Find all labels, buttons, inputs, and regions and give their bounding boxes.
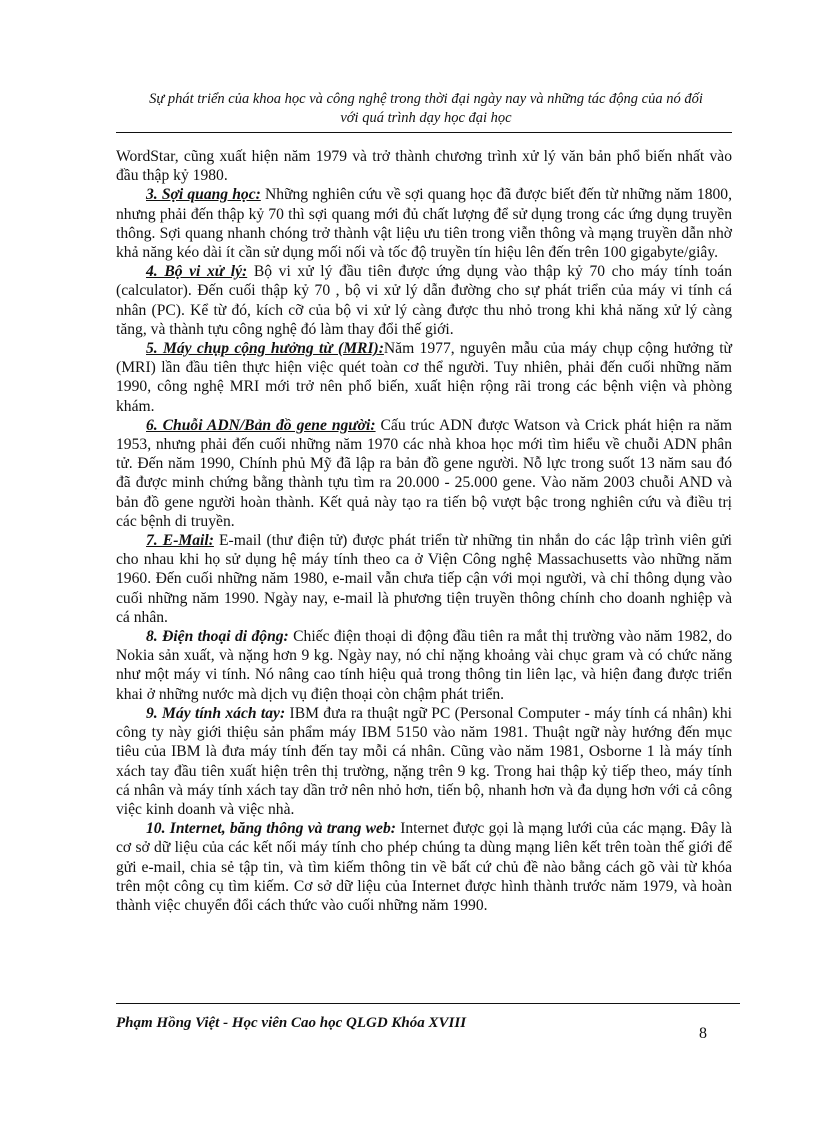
heading-dna: 6. Chuỗi ADN/Bản đồ gene người: [146,416,376,434]
text-dna: Cấu trúc ADN được Watson và Crick phát hiện ra năm 1953, nhưng phải đến cuối những năm 1970 các nhà khoa học mới tìm hiểu về chuỗi ADN phân tử. Đến năm 1990, Chính phủ Mỹ đã lập ra bản đồ gene người. Nỗ lực trong suốt 13 năm sau đó đã được minh chứng bằng thành tựu tìm ra 20.000 - 25.000 gene. Vào năm 2003 chuỗi AND và bản đồ gene người hoàn thành. Kết quả này tạo ra tiến bộ vượt bậc trong nghiên cứu và điều trị các bệnh di truyền. [116,416,732,530]
paragraph-dna [116,416,732,531]
header-divider [116,132,732,133]
intro-paragraph: WordStar, cũng xuất hiện năm 1979 và trở thành chương trình xử lý văn bản phổ biến nhất vào đầu thập kỷ 1980. [116,148,732,185]
document-body [116,147,732,915]
heading-microprocessor: 4. Bộ vi xử lý: [146,263,248,281]
text-mri: Năm 1977, nguyên mẫu của máy chụp cộng hưởng từ (MRI) lần đầu tiên thực hiện việc quét toàn cơ thể người. Tuy nhiên, phải đến cuối những năm 1990, công nghệ MRI mới trở nên phổ biến, xuất hiện rộng rãi trong các bệnh viện và phòng khám. [116,340,732,415]
paragraph-internet [116,819,732,915]
paragraph-mobile-phone [116,627,732,704]
paragraph-mri [116,339,732,416]
paragraph-laptop [116,704,732,819]
paragraph-microprocessor [116,262,732,339]
paragraph-fiber-optics [116,185,732,262]
header-line-1: Sự phát triển của khoa học và công nghệ trong thời đại ngày nay và những tác động của nó đối [149,91,703,107]
paragraph-email [116,531,732,627]
text-mobile-phone: Chiếc điện thoại di động đầu tiên ra mắt thị trường vào năm 1982, do Nokia sản xuất, và nặng hơn 9 kg. Ngày nay, nó chỉ nặng khoảng vài chục gram và có chức năng như một máy vi tính. Nó nâng cao tính hiệu quả trong thông tin liên lạc, và hiện đang được triển khai ở những nước mà dịch vụ điện thoại còn chậm phát triển. [116,628,732,703]
footer-author: Phạm Hồng Việt - Học viên Cao học QLGD Khóa XVIII [116,1015,467,1031]
text-fiber-optics: Những nghiên cứu về sợi quang học đã được biết đến từ những năm 1800, nhưng phải đến thập kỷ 70 thì sợi quang mới đủ chất lượng để sử dụng trong các ứng dụng truyền thông. Sợi quang nhanh chóng trở thành vật liệu ưu tiên trong viễn thông và mạng truyền dẫn nhờ khả năng kéo dài ít cần sử dụng mối nối và tốc độ truyền tín hiệu lên đến trên 100 gigabyte/giây. [116,186,732,262]
heading-mobile-phone: 8. Điện thoại di động: [146,628,289,646]
heading-email: 7. E-Mail: [146,532,214,550]
page-header [120,90,732,128]
text-email: E-mail (thư điện tử) được phát triển từ những tin nhắn do các lập trình viên gửi cho nhau khi họ sử dụng hệ máy tính theo ca ở Viện Công nghệ Massachusetts vào những năm 1960. Đến cuối những năm 1980, e-mail vẫn chưa tiếp cận với mọi người, và chỉ thông dụng vào cuối những năm 1990. Ngày nay, e-mail là phương tiện truyền thông chính cho doanh nghiệp và cá nhân. [116,532,732,626]
page-number: 8 [699,1025,707,1042]
heading-fiber-optics: 3. Sợi quang học: [146,186,261,204]
heading-laptop: 9. Máy tính xách tay: [146,704,286,722]
text-internet: Internet được gọi là mạng lưới của các mạng. Đây là cơ sở dữ liệu của các kết nối máy tính cho phép chúng ta dùng mạng liên kết trên toàn thế giới để gửi e-mail, chia sẻ tập tin, và tìm kiếm thông tin về bất cứ chủ đề nào bằng cách gõ vài từ khóa trên một công cụ tìm kiếm. Cơ sở dữ liệu của Internet được hình thành trước năm 1979, và hoàn thành việc chuyển đổi cách thức vào cuối những năm 1990. [116,820,732,914]
footer-divider [116,1003,740,1004]
text-laptop: IBM đưa ra thuật ngữ PC (Personal Computer - máy tính cá nhân) khi công ty này giới thiệu sản phẩm máy IBM 5150 vào năm 1981. Thuật ngữ này hướng đến mục tiêu của IBM là đưa máy tính đến tay mỗi cá nhân. Cũng vào năm 1981, Osborne 1 là máy tính xách tay đầu tiên xuất hiện trên thị trường, nặng trên 9 kg. Trong hai thập kỷ tiếp theo, máy tính cá nhân và máy tính xách tay dần trở nên nhỏ hơn, tiến bộ, nhanh hơn và đa dụng hơn với cả công việc kinh doanh và việc nhà. [116,704,732,818]
heading-internet: 10. Internet, băng thông và trang web: [146,820,396,838]
text-microprocessor: Bộ vi xử lý đầu tiên được ứng dụng vào thập kỷ 70 cho máy tính toán (calculator). Đến cuối thập kỷ 70 , bộ vi xử lý dẫn đường cho sự phát triển của máy vi tính cá nhân (PC). Kể từ đó, kích cỡ của bộ vi xử lý càng được thu nhỏ trong khi khả năng xử lý càng tăng, và thành tựu công nghệ đó làm thay đổi thế giới. [116,263,733,338]
header-line-2: với quá trình dạy học đại học [340,110,512,126]
heading-mri: 5. Máy chụp cộng hưởng từ (MRI): [146,340,384,358]
